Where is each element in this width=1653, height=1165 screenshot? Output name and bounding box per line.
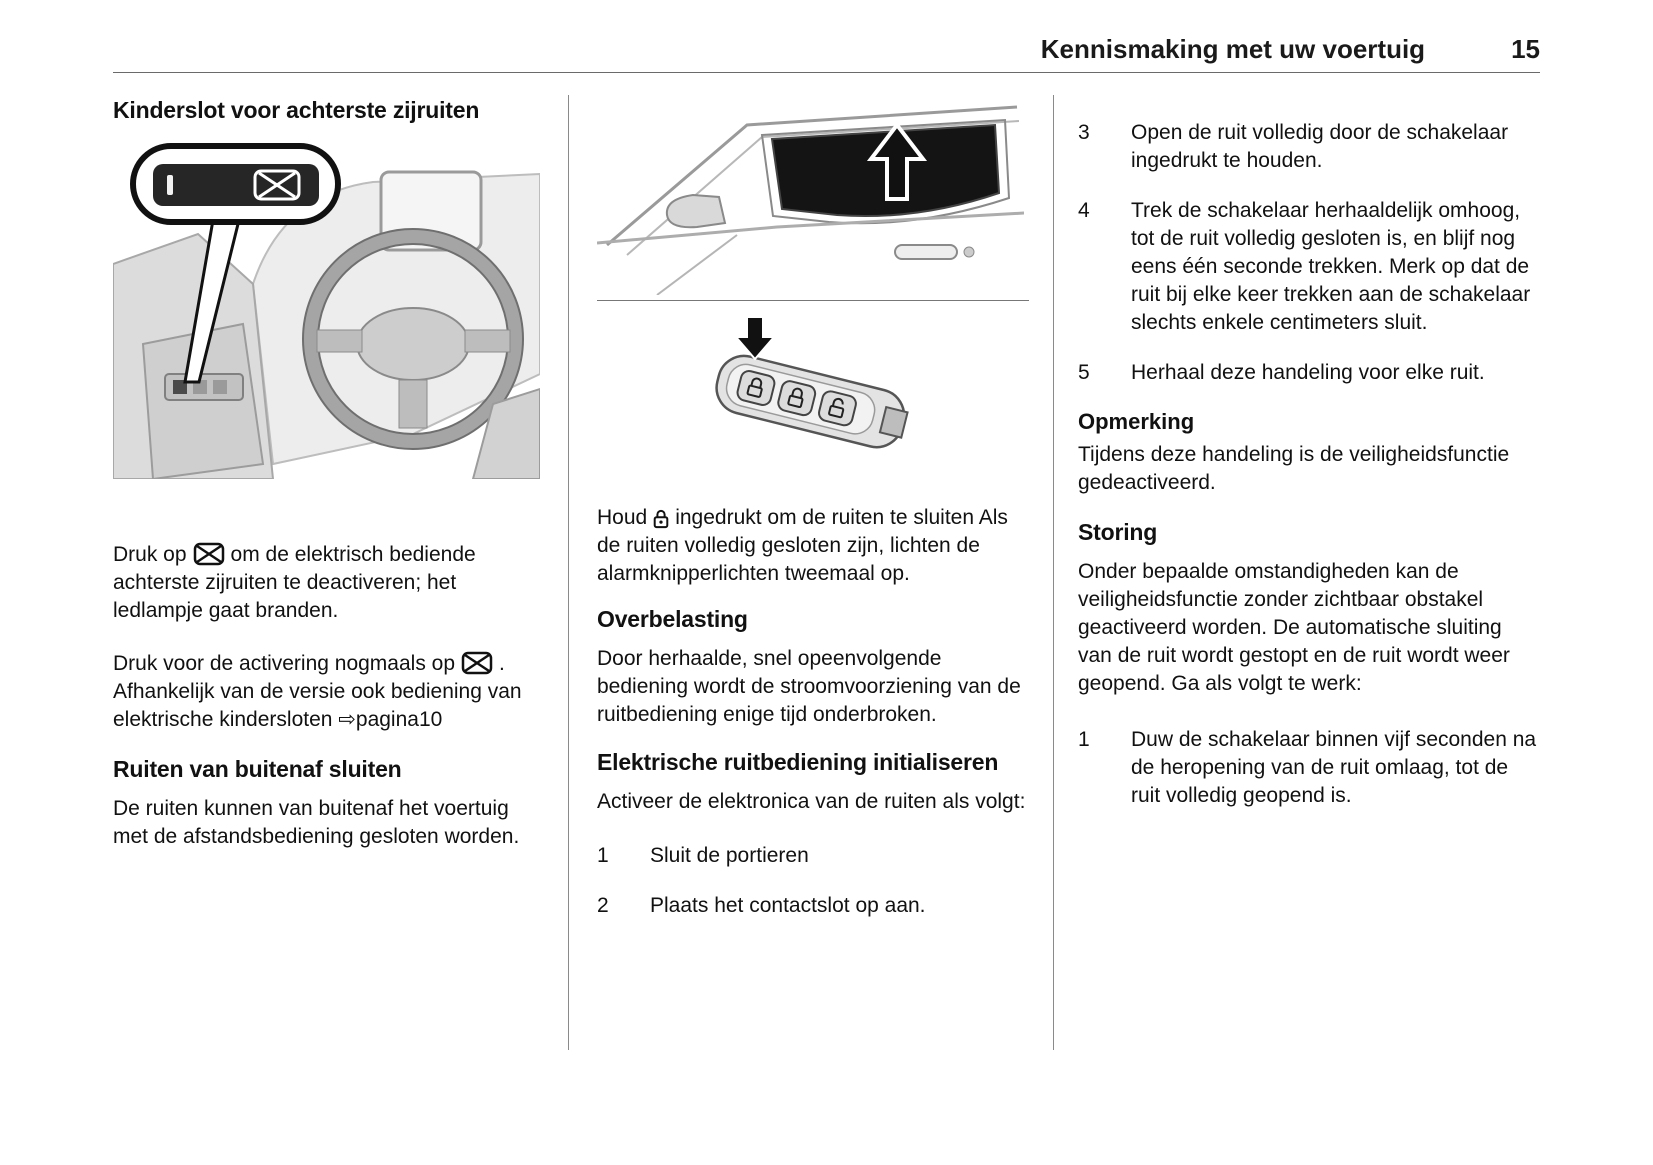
note-text: Tijdens deze handeling is de veiligheidsfunctie gedeactiveerd. xyxy=(1078,443,1510,494)
text-run: ingedrukt om de ruiten te sluiten Als de ruiten volledig gesloten zijn, lichten de alarmknipperlichten tweemaal op. xyxy=(597,506,1008,585)
text-run: Houd xyxy=(597,506,648,529)
paragraph-initialise: Activeer de elektronica van de ruiten als volgt: xyxy=(597,790,1026,813)
paragraph-overload: Door herhaalde, snel opeenvolgende bediening wordt de stroomvoorziening van de ruitbediening enige tijd onderbroken. xyxy=(597,647,1021,726)
left-column xyxy=(113,95,540,851)
section-heading-fault: Storing xyxy=(1078,519,1158,545)
window-close-figure xyxy=(597,95,1029,301)
middle-column xyxy=(597,95,1029,942)
remote-key-illustration xyxy=(597,311,1024,461)
window-disable-icon xyxy=(192,540,226,568)
page-reference-link[interactable]: ⇨pagina10 xyxy=(338,708,443,731)
text-run: Druk voor de activering nogmaals op xyxy=(113,652,456,675)
step-text: Plaats het contactslot op aan. xyxy=(650,894,926,917)
step-number: 2 xyxy=(597,894,609,917)
step-number: 5 xyxy=(1078,361,1090,384)
step-text: Duw de schakelaar binnen vijf seconden na de heropening van de ruit omlaag, tot de ruit volledig geopend is. xyxy=(1131,728,1537,807)
fault-steps xyxy=(1078,726,1540,810)
text-run: Druk op xyxy=(113,543,187,566)
text-run: om de elektrisch bediende achterste zijruiten te deactiveren; het ledlampje gaat branden. xyxy=(113,543,476,622)
section-heading-close-outside: Ruiten van buitenaf sluiten xyxy=(113,756,402,782)
paragraph-deactivate xyxy=(113,540,540,625)
step-number: 3 xyxy=(1078,121,1090,144)
press-arrow-icon xyxy=(736,317,774,359)
step-text: Open de ruit volledig door de schakelaar ingedrukt te houden. xyxy=(1131,121,1509,172)
section-heading-overload: Overbelasting xyxy=(597,606,748,632)
column-divider xyxy=(1053,95,1054,1050)
page-header xyxy=(113,34,1540,65)
text-run: . Afhankelijk van de versie ook bediening van elektrische kindersloten xyxy=(113,652,522,731)
initialise-steps-continued xyxy=(1078,119,1540,387)
chapter-title: Kennismaking met uw voertuig xyxy=(1040,34,1426,64)
header-rule xyxy=(113,72,1540,73)
list-item xyxy=(597,842,1029,870)
list-item xyxy=(597,892,1029,920)
paragraph-hold-lock xyxy=(597,504,1029,588)
list-item xyxy=(1078,197,1540,337)
section-heading-childlock: Kinderslot voor achterste zijruiten xyxy=(113,97,480,123)
step-number: 1 xyxy=(597,844,609,867)
paragraph-reactivate xyxy=(113,649,540,734)
initialise-steps xyxy=(597,842,1029,920)
step-number: 4 xyxy=(1078,199,1090,222)
lock-icon xyxy=(652,507,670,531)
list-item xyxy=(1078,359,1540,387)
step-text: Trek de schakelaar herhaaldelijk omhoog, tot de ruit volledig gesloten is, en blijf nog eens één seconde trekken. Merk op dat de ruit bij elke keer trekken aan de schakelaar slechts enkele centimeters sluit. xyxy=(1131,199,1531,334)
page-number: 15 xyxy=(1511,34,1540,64)
list-item xyxy=(1078,726,1540,810)
remote-key-figure xyxy=(597,311,1029,466)
paragraph-close-outside: De ruiten kunnen van buitenaf het voertuig met de afstandsbediening gesloten worden. xyxy=(113,797,520,848)
paragraph-fault: Onder bepaalde omstandigheden kan de veiligheidsfunctie zonder zichtbaar obstakel geactiveerd worden. De automatische sluiting van de ruit wordt gestopt en de ruit wordt weer geopend. Ga als volgt te werk: xyxy=(1078,560,1510,695)
section-heading-initialise: Elektrische ruitbediening initialiseren xyxy=(597,749,999,775)
list-item xyxy=(1078,119,1540,175)
column-divider xyxy=(568,95,569,1050)
window-disable-icon xyxy=(460,649,494,677)
interior-childlock-figure xyxy=(113,134,540,484)
interior-illustration xyxy=(113,134,540,479)
step-text: Sluit de portieren xyxy=(650,844,809,867)
step-number: 1 xyxy=(1078,728,1090,751)
note-heading: Opmerking xyxy=(1078,409,1195,434)
right-column xyxy=(1078,95,1540,832)
window-illustration xyxy=(597,95,1024,295)
step-text: Herhaal deze handeling voor elke ruit. xyxy=(1131,361,1485,384)
